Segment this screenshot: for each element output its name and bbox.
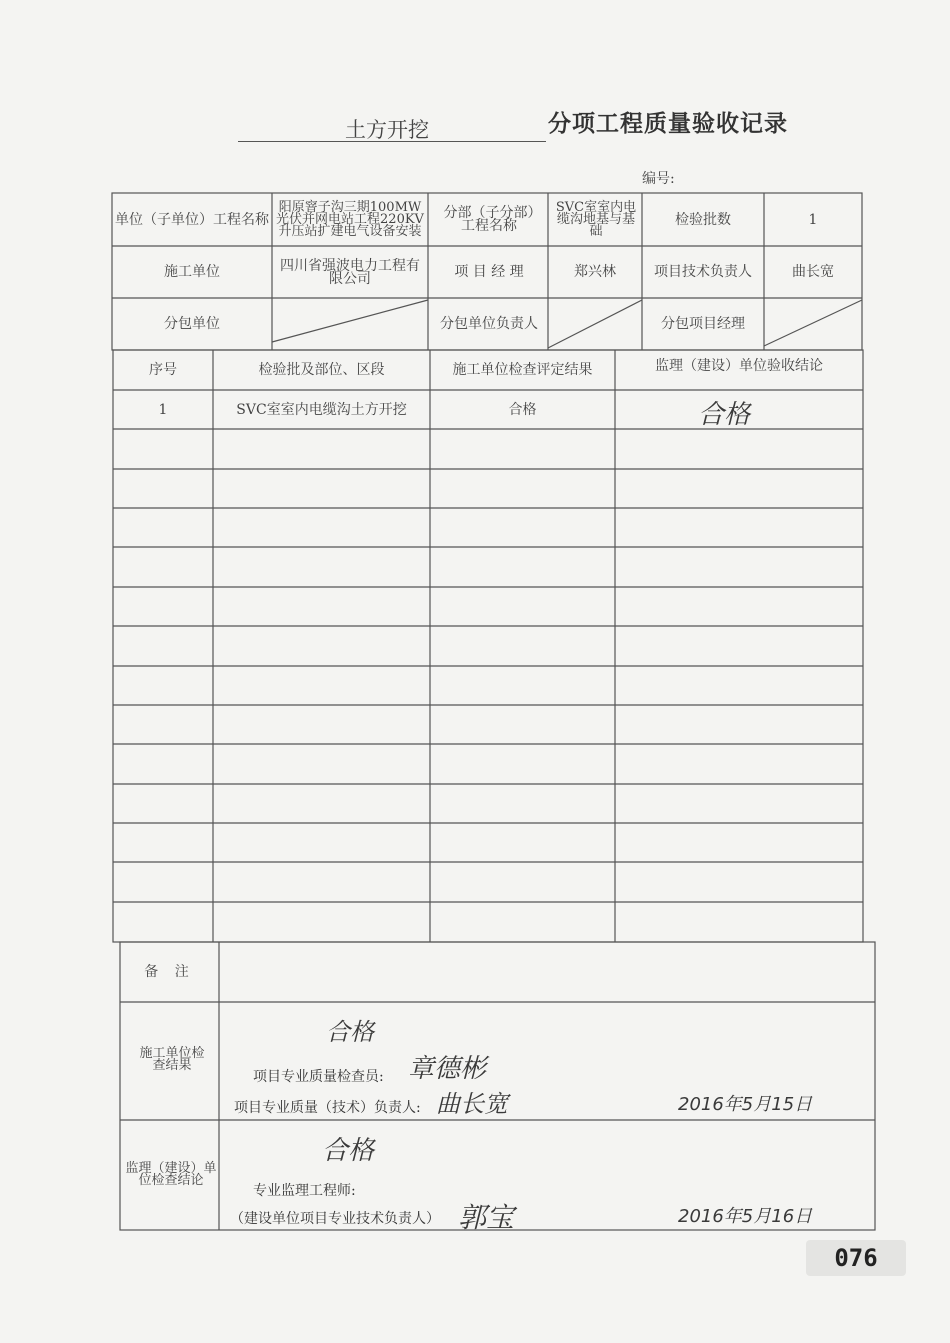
row-1-no: 1 <box>158 401 168 418</box>
tech-lead-value: 曲长宽 <box>792 264 834 280</box>
supervision-date: 2016年5月16日 <box>678 1206 813 1227</box>
document-title: 分项工程质量验收记录 <box>548 110 788 137</box>
page-number-stamp: 076 <box>806 1240 906 1276</box>
contractor-check-label: 施工单位检查结果 <box>139 1046 205 1073</box>
batch-count-label: 检验批数 <box>675 211 731 228</box>
col-header-conclusion: 监理（建设）单位验收结论 <box>655 358 823 374</box>
subitem-name: 土方开挖 <box>345 118 429 142</box>
division-value: SVC室室内电缆沟地基与基础 <box>555 200 637 239</box>
pm-label: 项 目 经 理 <box>454 264 524 280</box>
row-1-part: SVC室室内电缆沟土方开挖 <box>236 401 407 418</box>
contractor-label: 施工单位 <box>164 264 220 280</box>
col-header-result: 施工单位检查评定结果 <box>452 362 593 378</box>
sub-pm-label: 分包项目经理 <box>661 316 745 332</box>
division-label: 分部（子分部）工程名称 <box>443 205 535 234</box>
col-header-no: 序号 <box>149 362 177 378</box>
contractor-value: 四川省强波电力工程有限公司 <box>280 258 420 287</box>
pm-value: 郑兴林 <box>574 264 616 280</box>
supervision-handwritten-result: 合格 <box>322 1136 375 1166</box>
unit-value: 阳原窨子沟三期100MW光伏并网电站工程220KV升压站扩建电气设备安装 <box>276 200 424 239</box>
quality-tech-lead-signature: 曲长宽 <box>436 1090 508 1118</box>
unit-label: 单位（子单位）工程名称 <box>115 211 269 228</box>
remarks-label: 备 注 <box>144 964 195 980</box>
batch-count-value: 1 <box>808 211 818 228</box>
supervision-signature: 郭宝 <box>458 1201 515 1234</box>
contractor-handwritten-result: 合格 <box>326 1018 374 1046</box>
inspector-signature: 章德彬 <box>408 1054 487 1084</box>
contractor-check-date: 2016年5月15日 <box>678 1094 813 1115</box>
engineer-label: 专业监理工程师: <box>253 1183 356 1199</box>
row-1-conclusion-handwritten: 合格 <box>698 400 751 430</box>
subcontractor-label: 分包单位 <box>164 316 220 332</box>
inspector-label: 项目专业质量检查员: <box>253 1069 384 1085</box>
sub-lead-label: 分包单位负责人 <box>440 316 538 332</box>
quality-tech-lead-label: 项目专业质量（技术）负责人: <box>234 1100 421 1116</box>
tech-lead-label: 项目技术负责人 <box>654 264 752 280</box>
col-header-part: 检验批及部位、区段 <box>258 362 385 378</box>
code-label: 编号: <box>642 171 675 187</box>
owner-tech-lead-label: （建设单位项目专业技术负责人） <box>230 1211 440 1227</box>
row-1-result: 合格 <box>508 401 537 418</box>
supervision-label: 监理（建设）单位检查结论 <box>125 1161 217 1188</box>
